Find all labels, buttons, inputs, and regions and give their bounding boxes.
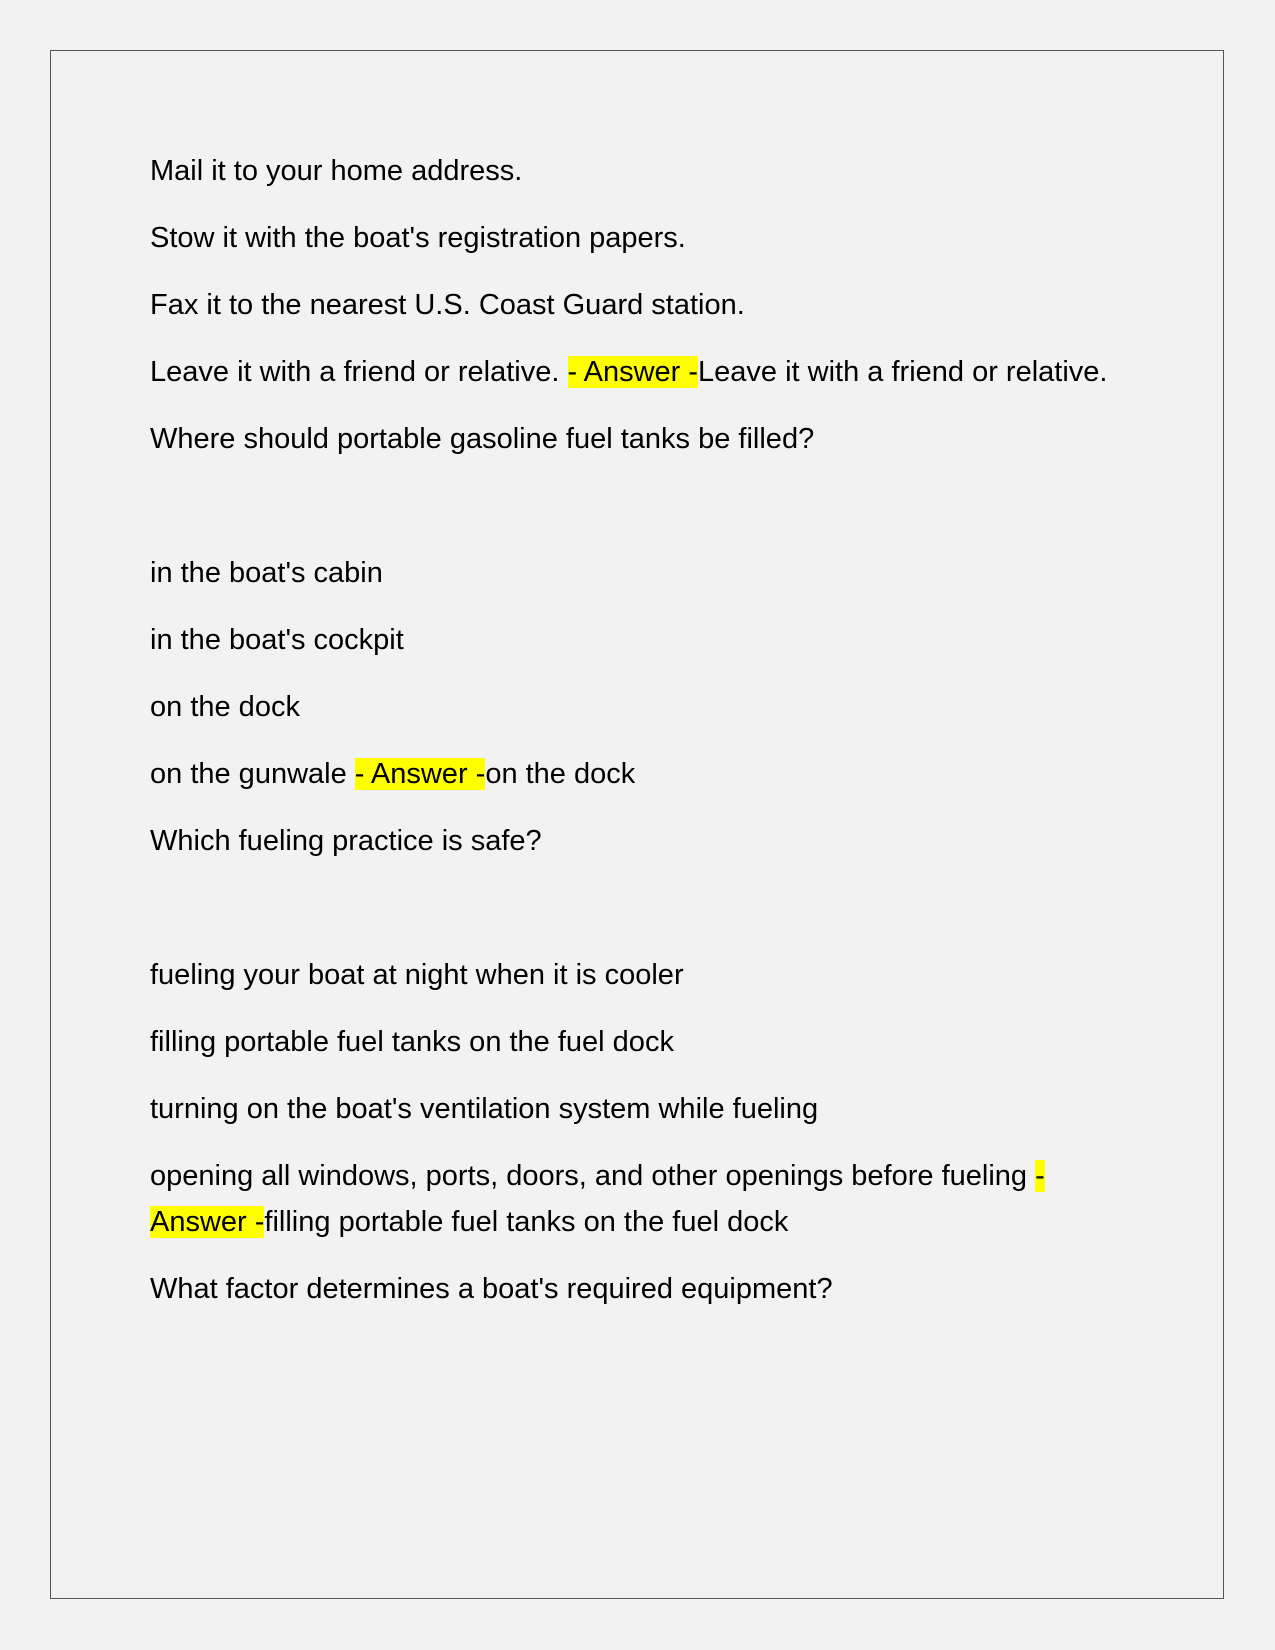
answer-marker-highlight: - Answer - — [354, 758, 486, 790]
question: Which fueling practice is safe? — [150, 825, 542, 857]
document-body — [150, 148, 1110, 1333]
answer-option: in the boat's cockpit — [150, 624, 404, 656]
blank-spacer — [150, 483, 1110, 550]
answer-option: on the dock — [150, 691, 300, 723]
correct-answer: on the dock — [485, 758, 636, 790]
answer-option: Mail it to your home address. — [150, 155, 523, 187]
answer-option-with-answer — [150, 349, 1110, 395]
answer-marker-highlight: - Answer - — [567, 356, 699, 388]
answer-option: Fax it to the nearest U.S. Coast Guard station. — [150, 289, 745, 321]
answer-option-text: on the gunwale — [150, 758, 347, 790]
question: What factor determines a boat's required equipment? — [150, 1273, 833, 1305]
answer-option: turning on the boat's ventilation system while fueling — [150, 1093, 819, 1125]
blank-spacer — [150, 885, 1110, 952]
correct-answer: filling portable fuel tanks on the fuel dock — [264, 1206, 789, 1238]
answer-option: Stow it with the boat's registration papers. — [150, 222, 686, 254]
answer-option-with-answer — [150, 751, 1110, 797]
answer-option: fueling your boat at night when it is cooler — [150, 959, 684, 991]
question: Where should portable gasoline fuel tanks be filled? — [150, 423, 815, 455]
answer-marker-highlight: - Answer - — [150, 1160, 1045, 1238]
correct-answer: Leave it with a friend or relative. — [698, 356, 1108, 388]
answer-option: in the boat's cabin — [150, 557, 383, 589]
answer-option: filling portable fuel tanks on the fuel dock — [150, 1026, 674, 1058]
answer-option-text: Leave it with a friend or relative. — [150, 356, 560, 388]
answer-option-with-answer — [150, 1153, 1110, 1245]
answer-option-text: opening all windows, ports, doors, and other openings before fueling — [150, 1160, 1028, 1192]
